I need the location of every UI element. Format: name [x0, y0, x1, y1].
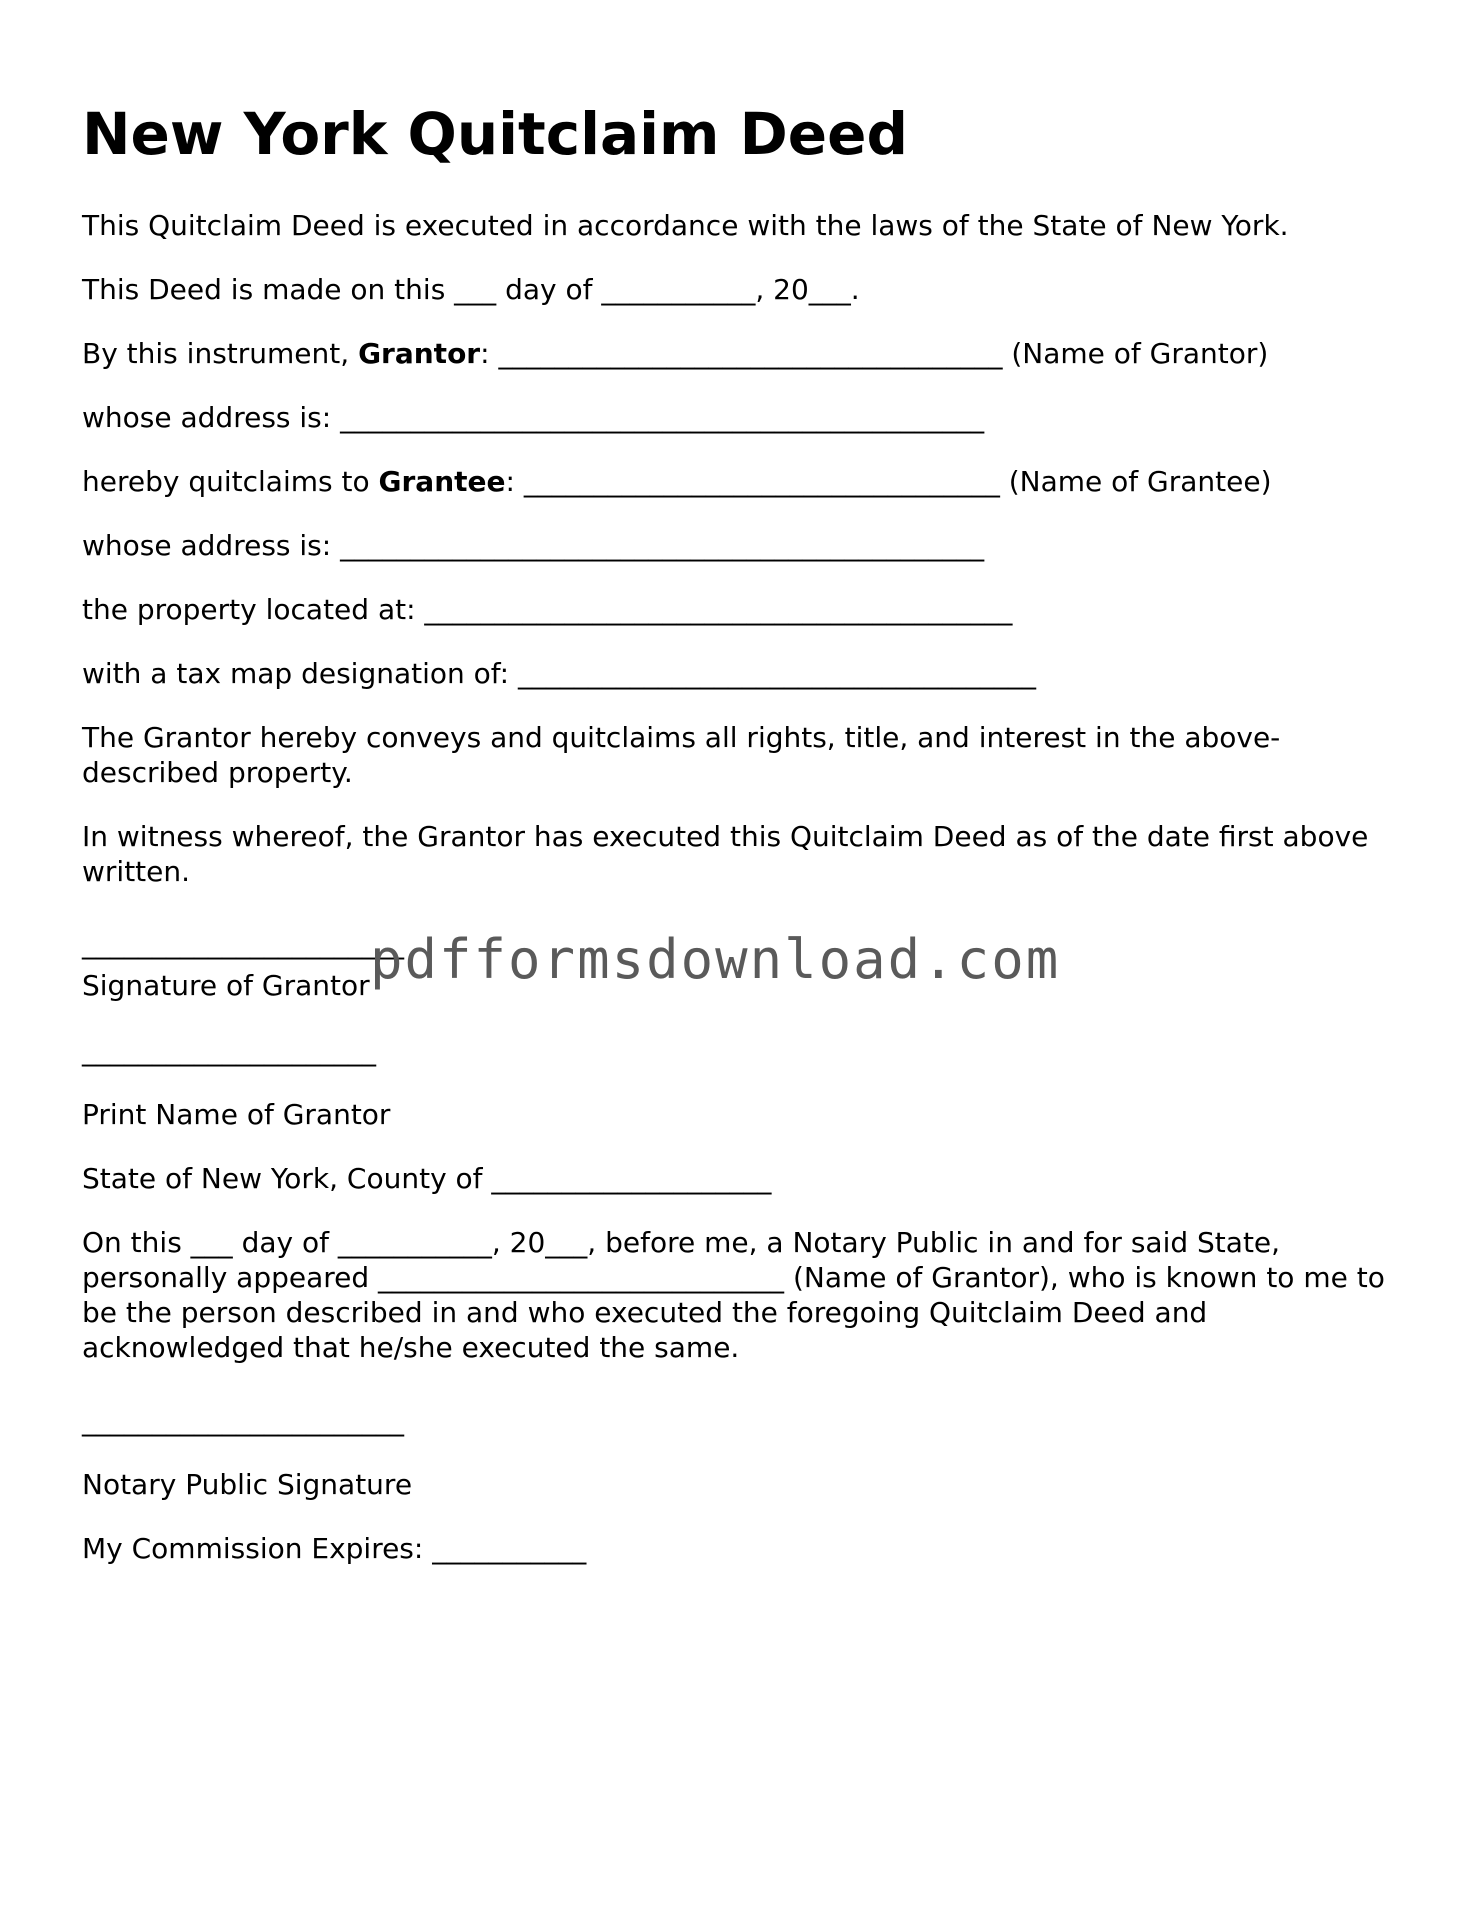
grantor-signature-line: _______________________ — [82, 926, 404, 960]
commission-line: My Commission Expires: ___________ — [82, 1531, 587, 1565]
grantor-line-suffix: : ____________________________________ (Name of Grantor) — [480, 336, 1269, 370]
county-line: State of New York, County of ____________________ — [82, 1161, 772, 1195]
grantor-line-prefix: By this instrument, — [82, 336, 359, 370]
grantor-print-label: Print Name of Grantor — [82, 1097, 391, 1131]
grantor-print-line: _____________________ — [82, 1033, 376, 1067]
conveyance-paragraph: The Grantor hereby conveys and quitclaims all rights, title, and interest in the above-described property. — [82, 720, 1281, 789]
watermark-text: pdfformsdownload.com — [370, 928, 1061, 991]
document-page — [82, 100, 1412, 1595]
tax-map-line: with a tax map designation of: _____________________________________ — [82, 656, 1036, 690]
grantor-address-line: whose address is: ______________________________________________ — [82, 400, 985, 434]
page-title: New York Quitclaim Deed — [82, 100, 908, 168]
grantor-line — [82, 336, 1412, 371]
witness-paragraph: In witness whereof, the Grantor has executed this Quitclaim Deed as of the date first above written. — [82, 819, 1369, 888]
date-line: This Deed is made on this ___ day of ___________, 20___. — [82, 272, 860, 306]
grantee-line-prefix: hereby quitclaims to — [82, 464, 379, 498]
notary-paragraph: On this ___ day of ___________, 20___, before me, a Notary Public in and for said State, personally appeared _____________________________ (Name of Grantor), who is known to me to be the person described in and who executed the foregoing Quitclaim Deed and acknowledged that he/she executed the same. — [82, 1225, 1385, 1364]
grantee-line-suffix: : __________________________________ (Name of Grantee) — [505, 464, 1272, 498]
grantee-address-line: whose address is: ______________________________________________ — [82, 528, 985, 562]
notary-signature-line: _______________________ — [82, 1403, 404, 1437]
notary-signature-label: Notary Public Signature — [82, 1467, 413, 1501]
grantor-signature-label: Signature of Grantor — [82, 968, 370, 1002]
grantor-label: Grantor — [358, 336, 481, 370]
property-line: the property located at: __________________________________________ — [82, 592, 1013, 626]
intro-paragraph: This Quitclaim Deed is executed in accordance with the laws of the State of New York. — [82, 208, 1289, 242]
grantee-line — [82, 464, 1412, 499]
grantee-label: Grantee — [378, 464, 506, 498]
